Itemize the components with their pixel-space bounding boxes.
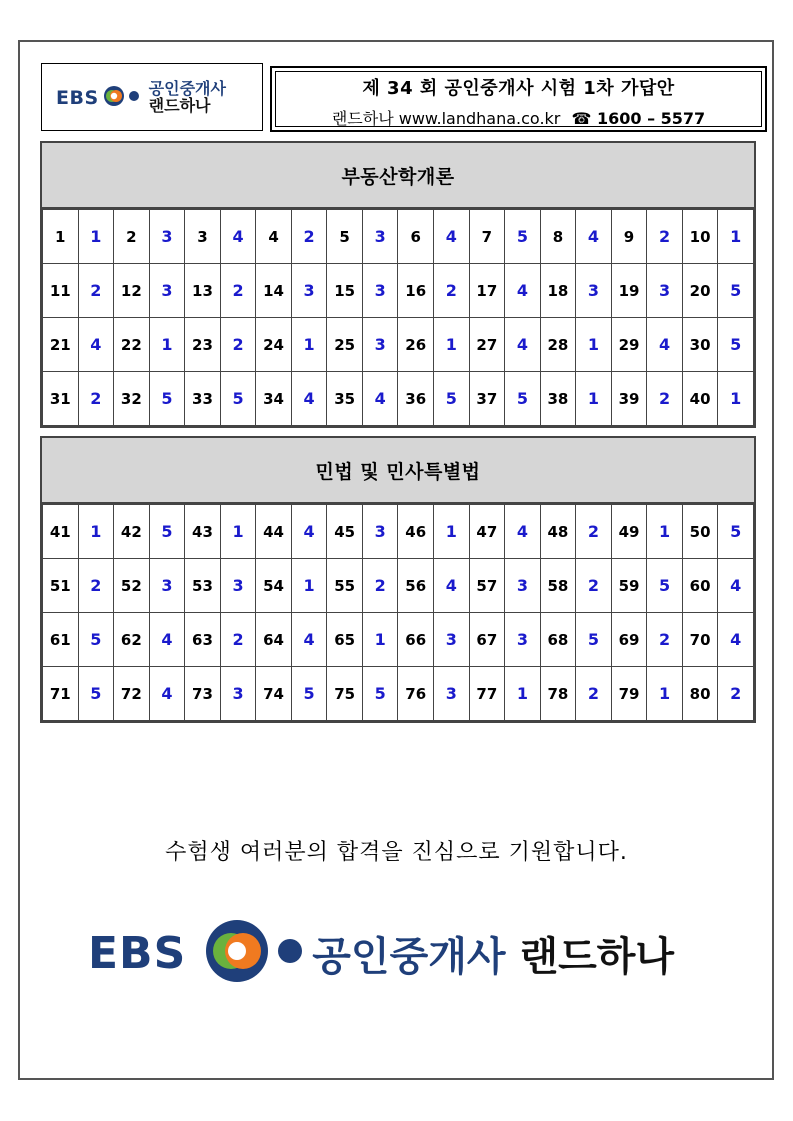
answer-value: 5 [505, 210, 541, 264]
answer-value: 5 [78, 613, 114, 667]
question-number: 27 [469, 318, 505, 372]
question-number: 50 [682, 505, 718, 559]
question-number: 72 [114, 667, 150, 721]
question-number: 79 [611, 667, 647, 721]
answer-value: 1 [78, 505, 114, 559]
answer-value: 1 [647, 667, 683, 721]
answer-value: 1 [718, 210, 754, 264]
question-number: 70 [682, 613, 718, 667]
question-number: 74 [256, 667, 292, 721]
answer-value: 2 [576, 667, 612, 721]
answer-value: 5 [149, 505, 185, 559]
answer-value: 2 [78, 372, 114, 426]
question-number: 66 [398, 613, 434, 667]
table-row [43, 210, 754, 264]
question-number: 28 [540, 318, 576, 372]
ebs-circles-icon [204, 918, 304, 988]
question-number: 41 [43, 505, 79, 559]
question-number: 7 [469, 210, 505, 264]
answer-value: 3 [149, 559, 185, 613]
question-number: 71 [43, 667, 79, 721]
website-text: 랜드하나 www.landhana.co.kr [331, 109, 561, 128]
answer-value: 4 [78, 318, 114, 372]
answer-value: 5 [362, 667, 398, 721]
answer-value: 4 [576, 210, 612, 264]
answer-value: 2 [291, 210, 327, 264]
question-number: 19 [611, 264, 647, 318]
answer-value: 1 [576, 372, 612, 426]
ebs-wordmark: EBS [88, 927, 187, 979]
table-row [43, 318, 754, 372]
answer-value: 2 [718, 667, 754, 721]
header-logo-box [41, 63, 263, 131]
answer-value: 1 [505, 667, 541, 721]
answer-value: 5 [149, 372, 185, 426]
answer-value: 1 [434, 318, 470, 372]
answer-value: 4 [434, 559, 470, 613]
question-number: 68 [540, 613, 576, 667]
answer-value: 2 [220, 613, 256, 667]
answer-value: 3 [220, 559, 256, 613]
question-number: 48 [540, 505, 576, 559]
answer-value: 2 [647, 613, 683, 667]
footer-logo-line1: 공인중개사 [312, 933, 506, 980]
question-number: 17 [469, 264, 505, 318]
answer-value: 1 [291, 318, 327, 372]
question-number: 11 [43, 264, 79, 318]
answer-value: 4 [718, 613, 754, 667]
answer-value: 3 [362, 318, 398, 372]
question-number: 5 [327, 210, 363, 264]
question-number: 26 [398, 318, 434, 372]
answer-value: 2 [576, 505, 612, 559]
section-real-estate [40, 141, 756, 428]
question-number: 47 [469, 505, 505, 559]
answer-value: 5 [505, 372, 541, 426]
question-number: 25 [327, 318, 363, 372]
answer-value: 1 [362, 613, 398, 667]
question-number: 3 [185, 210, 221, 264]
question-number: 52 [114, 559, 150, 613]
page-title: 제 34 회 공인중개사 시험 1차 가답안 [362, 78, 675, 99]
answer-value: 4 [362, 372, 398, 426]
question-number: 44 [256, 505, 292, 559]
question-number: 45 [327, 505, 363, 559]
answer-value: 4 [291, 372, 327, 426]
answer-value: 2 [434, 264, 470, 318]
answer-value: 4 [149, 613, 185, 667]
question-number: 31 [43, 372, 79, 426]
answer-value: 1 [718, 372, 754, 426]
question-number: 8 [540, 210, 576, 264]
answer-value: 1 [78, 210, 114, 264]
question-number: 80 [682, 667, 718, 721]
question-number: 32 [114, 372, 150, 426]
question-number: 37 [469, 372, 505, 426]
answer-value: 5 [718, 318, 754, 372]
answer-value: 2 [647, 210, 683, 264]
answer-value: 1 [576, 318, 612, 372]
answer-value: 4 [647, 318, 683, 372]
question-number: 10 [682, 210, 718, 264]
answer-value: 2 [362, 559, 398, 613]
question-number: 61 [43, 613, 79, 667]
answer-value: 2 [220, 318, 256, 372]
answer-value: 3 [647, 264, 683, 318]
question-number: 51 [43, 559, 79, 613]
question-number: 73 [185, 667, 221, 721]
answer-value: 3 [149, 210, 185, 264]
question-number: 2 [114, 210, 150, 264]
header-logo [56, 74, 226, 122]
question-number: 62 [114, 613, 150, 667]
question-number: 60 [682, 559, 718, 613]
answer-value: 5 [647, 559, 683, 613]
question-number: 56 [398, 559, 434, 613]
answer-value: 3 [362, 505, 398, 559]
question-number: 55 [327, 559, 363, 613]
question-number: 6 [398, 210, 434, 264]
title-box [270, 66, 767, 132]
question-number: 9 [611, 210, 647, 264]
answer-value: 5 [576, 613, 612, 667]
question-number: 54 [256, 559, 292, 613]
table-row [43, 667, 754, 721]
table-row [43, 613, 754, 667]
question-number: 18 [540, 264, 576, 318]
question-number: 43 [185, 505, 221, 559]
question-number: 20 [682, 264, 718, 318]
answer-value: 4 [291, 505, 327, 559]
answer-value: 3 [434, 613, 470, 667]
answer-value: 2 [220, 264, 256, 318]
question-number: 42 [114, 505, 150, 559]
answer-value: 5 [434, 372, 470, 426]
question-number: 49 [611, 505, 647, 559]
answer-value: 3 [291, 264, 327, 318]
answer-value: 4 [505, 505, 541, 559]
answer-value: 5 [78, 667, 114, 721]
question-number: 63 [185, 613, 221, 667]
ebs-circles-icon [103, 84, 143, 112]
answer-value: 3 [362, 264, 398, 318]
answer-value: 4 [220, 210, 256, 264]
question-number: 15 [327, 264, 363, 318]
question-number: 29 [611, 318, 647, 372]
answer-value: 3 [505, 613, 541, 667]
answer-value: 5 [220, 372, 256, 426]
answer-value: 2 [78, 559, 114, 613]
answer-value: 2 [576, 559, 612, 613]
question-number: 14 [256, 264, 292, 318]
answer-value: 5 [718, 264, 754, 318]
question-number: 46 [398, 505, 434, 559]
question-number: 36 [398, 372, 434, 426]
answer-value: 2 [78, 264, 114, 318]
answer-value: 5 [291, 667, 327, 721]
section-civil-law [40, 436, 756, 723]
question-number: 53 [185, 559, 221, 613]
answer-value: 3 [505, 559, 541, 613]
question-number: 76 [398, 667, 434, 721]
table-row [43, 505, 754, 559]
section-title: 민법 및 민사특별법 [42, 438, 754, 504]
question-number: 21 [43, 318, 79, 372]
answer-value: 4 [434, 210, 470, 264]
phone-number: ☎ 1600 – 5577 [571, 109, 706, 128]
question-number: 77 [469, 667, 505, 721]
answer-value: 1 [220, 505, 256, 559]
logo-line1: 공인중개사 [148, 79, 226, 99]
question-number: 16 [398, 264, 434, 318]
question-number: 23 [185, 318, 221, 372]
answer-value: 1 [647, 505, 683, 559]
question-number: 24 [256, 318, 292, 372]
question-number: 57 [469, 559, 505, 613]
answer-value: 1 [434, 505, 470, 559]
answer-value: 4 [718, 559, 754, 613]
answer-value: 3 [149, 264, 185, 318]
question-number: 78 [540, 667, 576, 721]
question-number: 13 [185, 264, 221, 318]
question-number: 67 [469, 613, 505, 667]
question-number: 30 [682, 318, 718, 372]
question-number: 40 [682, 372, 718, 426]
answer-value: 1 [149, 318, 185, 372]
question-number: 22 [114, 318, 150, 372]
question-number: 75 [327, 667, 363, 721]
answer-table [42, 209, 754, 426]
closing-message: 수험생 여러분의 합격을 진심으로 기원합니다. [165, 840, 628, 865]
answer-table [42, 504, 754, 721]
answer-value: 4 [149, 667, 185, 721]
table-row [43, 372, 754, 426]
question-number: 65 [327, 613, 363, 667]
question-number: 1 [43, 210, 79, 264]
question-number: 34 [256, 372, 292, 426]
answer-value: 3 [220, 667, 256, 721]
footer-logo-line2: 랜드하나 [519, 933, 675, 980]
table-row [43, 264, 754, 318]
answer-value: 3 [576, 264, 612, 318]
answer-value: 1 [291, 559, 327, 613]
answer-value: 3 [362, 210, 398, 264]
answer-value: 4 [505, 264, 541, 318]
question-number: 35 [327, 372, 363, 426]
answer-value: 3 [434, 667, 470, 721]
ebs-wordmark: EBS [56, 87, 99, 109]
question-number: 58 [540, 559, 576, 613]
question-number: 33 [185, 372, 221, 426]
question-number: 38 [540, 372, 576, 426]
question-number: 12 [114, 264, 150, 318]
answer-value: 4 [505, 318, 541, 372]
footer-logo [88, 918, 674, 988]
logo-line2: 랜드하나 [148, 96, 211, 115]
section-title: 부동산학개론 [42, 143, 754, 209]
answer-value: 5 [718, 505, 754, 559]
table-row [43, 559, 754, 613]
question-number: 69 [611, 613, 647, 667]
question-number: 64 [256, 613, 292, 667]
question-number: 4 [256, 210, 292, 264]
page-subtitle [272, 106, 765, 129]
answer-value: 4 [291, 613, 327, 667]
question-number: 39 [611, 372, 647, 426]
question-number: 59 [611, 559, 647, 613]
answer-value: 2 [647, 372, 683, 426]
